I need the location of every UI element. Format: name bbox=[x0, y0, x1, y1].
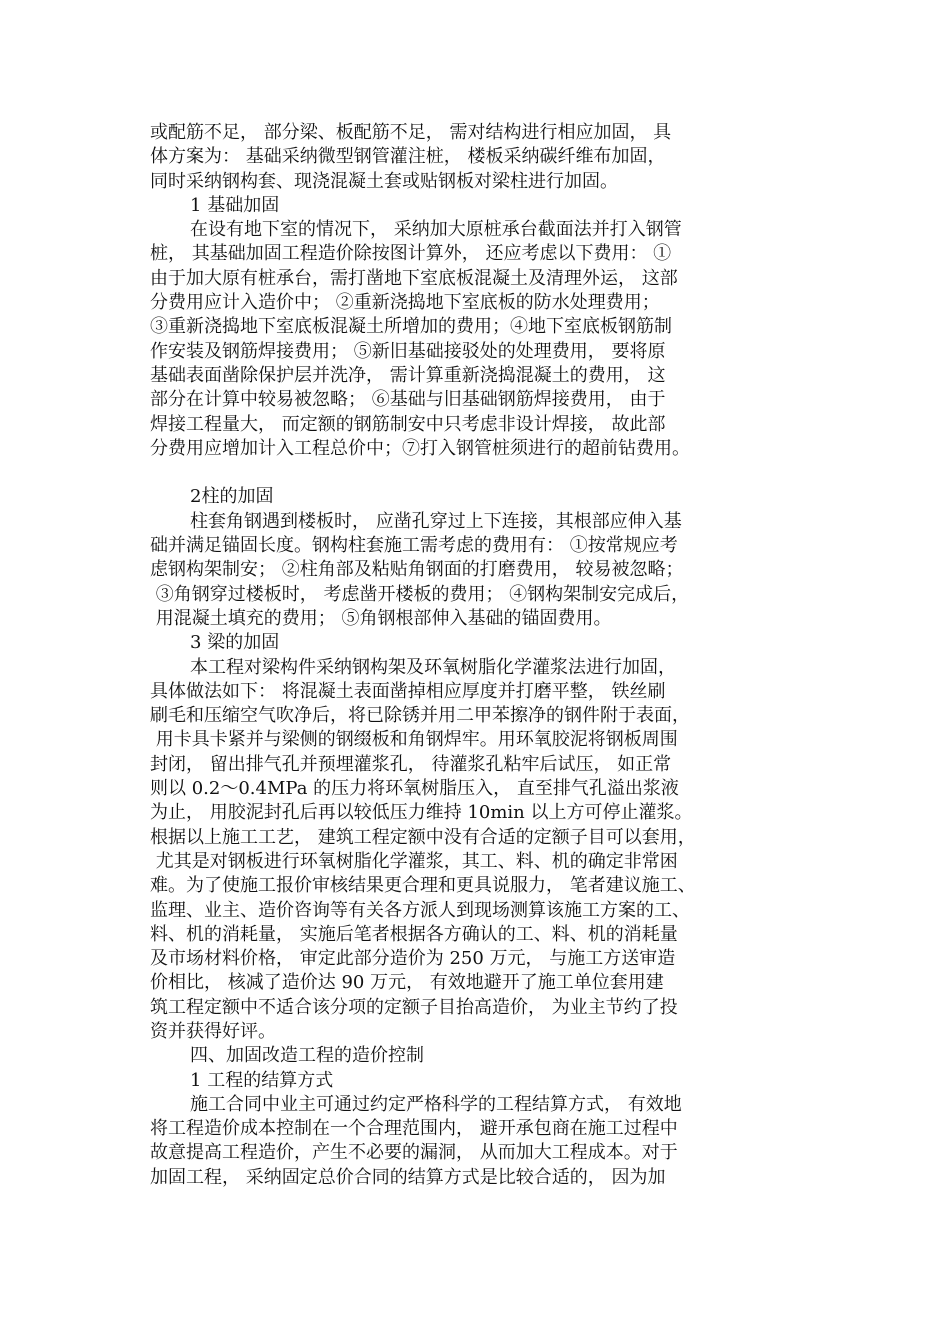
text-line: 分费用应增加计入工程总价中；⑦打入钢管桩须进行的超前钻费用。 bbox=[150, 437, 690, 459]
paragraph-settlement bbox=[150, 1093, 820, 1190]
text-line: 难。为了使施工报价审核结果更合理和更具说服力， 笔者建议施工、 bbox=[150, 875, 696, 897]
section-heading-settlement bbox=[150, 1069, 820, 1093]
text-line: 为止， 用胶泥封孔后再以较低压力维持 10min 以上方可停止灌浆。 bbox=[150, 802, 693, 824]
paragraph-intro bbox=[150, 121, 820, 194]
text-line: 则以 0.2～0.4MPa 的压力将环氧树脂压入， 直至排气孔溢出浆液 bbox=[150, 778, 679, 800]
text-line: 资并获得好评。 bbox=[150, 1020, 276, 1042]
text-line: 加固工程， 采纳固定总价合同的结算方式是比较合适的， 因为加 bbox=[150, 1166, 666, 1188]
section-heading-beam bbox=[150, 631, 820, 655]
text-line: ③重新浇捣地下室底板混凝土所增加的费用；④地下室底板钢筋制 bbox=[150, 316, 672, 338]
text-line: 作安装及钢筋焊接费用； ⑤新旧基础接驳处的处理费用， 要将原 bbox=[150, 340, 666, 362]
text-line: 施工合同中业主可通过约定严格科学的工程结算方式， 有效地 bbox=[150, 1093, 682, 1115]
text-line: 桩， 其基础加固工程造价除按图计算外， 还应考虑以下费用： ① bbox=[150, 243, 672, 265]
text-line: 础并满足锚固长度。钢构柱套施工需考虑的费用有： ①按常规应考 bbox=[150, 535, 678, 557]
text-line: 故意提高工程造价，产生不必要的漏洞， 从而加大工程成本。对于 bbox=[150, 1142, 678, 1164]
blank-line bbox=[150, 461, 820, 485]
text-line: 用卡具卡紧并与梁侧的钢缀板和角钢焊牢。用环氧胶泥将钢板周围 bbox=[150, 729, 678, 751]
heading-text: 四、加固改造工程的造价控制 bbox=[150, 1045, 425, 1067]
text-line: 同时采纳钢构套、现浇混凝土套或贴钢板对梁柱进行加固。 bbox=[150, 170, 618, 192]
text-line: 根据以上施工工艺， 建筑工程定额中没有合适的定额子目可以套用， bbox=[150, 826, 696, 848]
text-line: 及市场材料价格， 审定此部分造价为 250 万元， 与施工方送审造 bbox=[150, 948, 676, 970]
text-line: 用混凝土填充的费用； ⑤角钢根部伸入基础的锚固费用。 bbox=[150, 607, 612, 629]
text-line: 封闭， 留出排气孔并预埋灌浆孔， 待灌浆孔粘牢后试压， 如正常 bbox=[150, 753, 672, 775]
paragraph-column bbox=[150, 510, 820, 631]
text-line: 价相比， 核减了造价达 90 万元， 有效地避开了施工单位套用建 bbox=[150, 972, 664, 994]
document-body bbox=[150, 121, 820, 1190]
heading-text: 1 工程的结算方式 bbox=[150, 1069, 334, 1091]
text-line: 尤其是对钢板进行环氧树脂化学灌浆，其工、料、机的确定非常困 bbox=[150, 850, 678, 872]
text-line: 或配筋不足， 部分梁、板配筋不足， 需对结构进行相应加固， 具 bbox=[150, 122, 672, 143]
text-line: 筑工程定额中不适合该分项的定额子目抬高造价， 为业主节约了投 bbox=[150, 996, 678, 1018]
text-line: 本工程对梁构件采纳钢构架及环氧树脂化学灌浆法进行加固， bbox=[150, 656, 677, 678]
text-line: 监理、业主、造价咨询等有关各方派人到现场测算该施工方案的工、 bbox=[150, 899, 690, 921]
paragraph-foundation bbox=[150, 218, 820, 461]
section-heading-column bbox=[150, 485, 820, 509]
heading-text: 2柱的加固 bbox=[150, 486, 274, 508]
text-line: 虑钢构架制安； ②柱角部及粘贴角钢面的打磨费用， 较易被忽略； bbox=[150, 559, 684, 581]
section-heading-cost-control bbox=[150, 1044, 820, 1068]
section-heading-foundation bbox=[150, 194, 820, 218]
text-line: 由于加大原有桩承台，需打凿地下室底板混凝土及清理外运， 这部 bbox=[150, 267, 678, 289]
heading-text: 3 梁的加固 bbox=[150, 632, 280, 654]
text-line: 料、机的消耗量， 实施后笔者根据各方确认的工、料、机的消耗量 bbox=[150, 923, 678, 945]
text-line: 具体做法如下： 将混凝土表面凿掉相应厚度并打磨平整， 铁丝刷 bbox=[150, 680, 666, 702]
text-line: 分费用应计入造价中； ②重新浇捣地下室底板的防水处理费用； bbox=[150, 292, 660, 314]
text-line: 在设有地下室的情况下， 采纳加大原桩承台截面法并打入钢管 bbox=[150, 219, 682, 241]
text-line: 将工程造价成本控制在一个合理范围内， 避开承包商在施工过程中 bbox=[150, 1118, 678, 1140]
text-line: 基础表面凿除保护层并洗净， 需计算重新浇捣混凝土的费用， 这 bbox=[150, 364, 666, 386]
text-line: 体方案为： 基础采纳微型钢管灌注桩， 楼板采纳碳纤维布加固， bbox=[150, 146, 666, 168]
text-line: 焊接工程量大， 而定额的钢筋制安中只考虑非设计焊接， 故此部 bbox=[150, 413, 666, 435]
text-line: 刷毛和压缩空气吹净后，将已除锈并用二甲苯擦净的钢件附于表面， bbox=[150, 705, 690, 727]
heading-text: 1 基础加固 bbox=[150, 194, 280, 216]
text-line: 部分在计算中较易被忽略； ⑥基础与旧基础钢筋焊接费用， 由于 bbox=[150, 389, 666, 411]
paragraph-beam bbox=[150, 656, 820, 1045]
text-line: 柱套角钢遇到楼板时， 应凿孔穿过上下连接，其根部应伸入基 bbox=[150, 510, 682, 532]
text-line: ③角钢穿过楼板时， 考虑凿开楼板的费用； ④钢构架制安完成后， bbox=[150, 583, 690, 605]
